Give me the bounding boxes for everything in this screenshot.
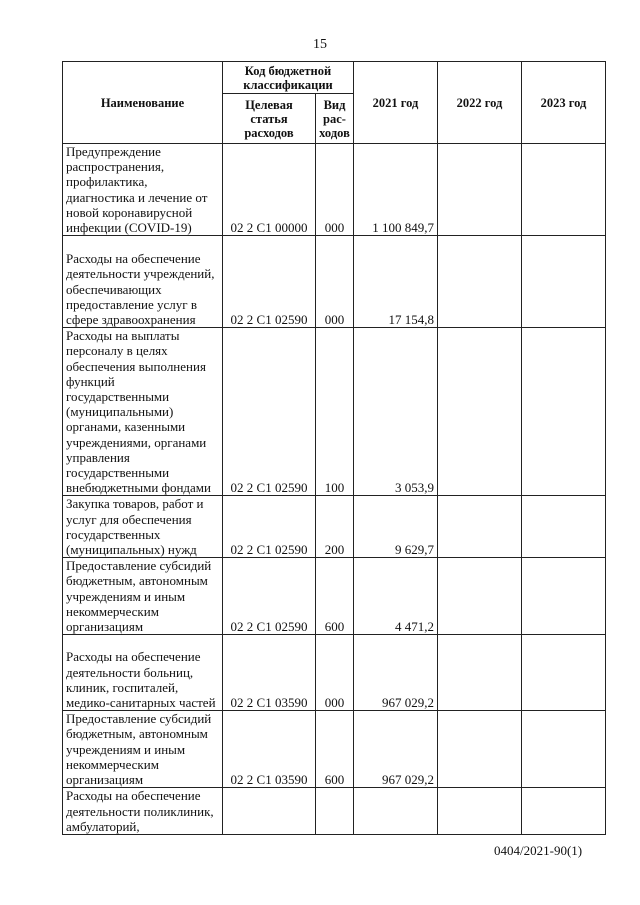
row-code [223,788,316,835]
row-name-text: Расходы на обеспечение деятельности больниц, клиник, госпиталей, медико-санитарных частей [66,649,216,711]
row-2021: 3 053,9 [354,328,438,496]
row-type: 000 [316,144,354,236]
row-code: 02 2 С1 02590 [223,328,316,496]
row-type: 000 [316,635,354,711]
row-2023 [522,236,606,328]
table-row [63,144,606,236]
header-type: Вид рас- ходов [316,94,354,144]
row-2021 [354,788,438,835]
table-row [63,496,606,558]
row-name [63,558,223,635]
row-code: 02 2 С1 02590 [223,558,316,635]
row-2022 [438,558,522,635]
table-row [63,788,606,835]
row-2023 [522,144,606,236]
row-type: 600 [316,711,354,788]
row-name-text: Предоставление субсидий бюджетным, автономным учреждениям и иным некоммерческим организациям [66,711,212,788]
row-code: 02 2 С1 02590 [223,236,316,328]
row-name-text: Предупреждение распространения, профилактика, диагностика и лечение от новой коронавирусной инфекции (COVID-19) [66,144,208,236]
row-type: 200 [316,496,354,558]
header-2021: 2021 год [354,62,438,144]
table-row [63,635,606,711]
row-name [63,496,223,558]
row-2021: 967 029,2 [354,711,438,788]
row-2023 [522,788,606,835]
row-2022 [438,635,522,711]
row-2021: 967 029,2 [354,635,438,711]
table-row [63,711,606,788]
header-kbk: Код бюджетной классификации [223,62,354,94]
row-name-text: Расходы на обеспечение деятельности учреждений, обеспечивающих предоставление услуг в сфере здравоохранения [66,251,215,328]
row-name-text: Расходы на выплаты персоналу в целях обеспечения выполнения функций государственными (муниципальными) органами, казенными учреждениями, органами управления государственными внебюджетными фондами [66,328,211,496]
row-2021: 17 154,8 [354,236,438,328]
row-code: 02 2 С1 03590 [223,711,316,788]
header-2022: 2022 год [438,62,522,144]
row-2022 [438,711,522,788]
header-target: Целевая статья расходов [223,94,316,144]
row-type [316,788,354,835]
row-name [63,236,223,328]
header-name: Наименование [63,62,223,144]
table-row [63,236,606,328]
row-2023 [522,635,606,711]
row-2022 [438,496,522,558]
row-code: 02 2 С1 02590 [223,496,316,558]
table-row [63,558,606,635]
row-name-text: Предоставление субсидий бюджетным, автономным учреждениям и иным некоммерческим организациям [66,558,212,635]
document-code: 0404/2021-90(1) [494,843,583,858]
row-name [63,328,223,496]
row-name [63,144,223,236]
row-name-text: Расходы на обеспечение деятельности поликлиник, амбулаторий, [66,788,214,834]
row-2023 [522,328,606,496]
row-2021: 1 100 849,7 [354,144,438,236]
row-name [63,711,223,788]
row-2022 [438,236,522,328]
row-2021: 9 629,7 [354,496,438,558]
row-name [63,788,223,835]
row-2022 [438,788,522,835]
row-2023 [522,558,606,635]
row-type: 100 [316,328,354,496]
row-type: 600 [316,558,354,635]
row-name-text: Закупка товаров, работ и услуг для обеспечения государственных (муниципальных) нужд [66,496,204,558]
row-code: 02 2 С1 00000 [223,144,316,236]
budget-table [62,61,606,835]
table-header [63,62,606,144]
row-2023 [522,711,606,788]
row-2023 [522,496,606,558]
row-type: 000 [316,236,354,328]
row-2022 [438,328,522,496]
row-2022 [438,144,522,236]
page-number: 15 [313,37,327,52]
row-2021: 4 471,2 [354,558,438,635]
header-2023: 2023 год [522,62,606,144]
table-row [63,328,606,496]
table-body [63,144,606,835]
row-code: 02 2 С1 03590 [223,635,316,711]
row-name [63,635,223,711]
